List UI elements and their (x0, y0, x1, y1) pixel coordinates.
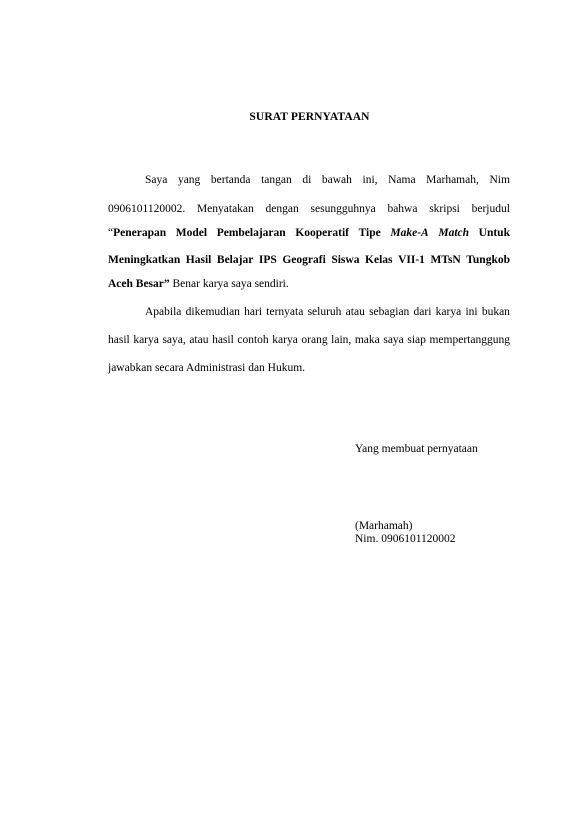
paragraph2-line2 (108, 333, 510, 347)
word: siap (407, 334, 426, 346)
word: atau (345, 306, 365, 318)
word: lain, (331, 334, 352, 346)
word: saya (383, 334, 404, 346)
word: bawah (321, 174, 352, 186)
word: di (302, 174, 312, 186)
word: IPS (258, 254, 277, 266)
word: Pembelajaran (216, 227, 286, 239)
word: Nama (388, 174, 416, 186)
word: hasil (212, 334, 234, 346)
signature-nim: Nim. 0906101120002 (355, 533, 456, 545)
thesis-title-end: Aceh Besar” (108, 278, 170, 290)
word: orang (301, 334, 328, 346)
word: sebagian (369, 306, 410, 318)
word: tangan (261, 174, 292, 186)
word: berjudul (471, 203, 510, 215)
word: Marhamah, (426, 174, 479, 186)
paragraph2-line1 (108, 305, 510, 319)
word: ternyata (266, 306, 304, 318)
word: Geografi (282, 254, 326, 266)
word: seluruh (307, 306, 342, 318)
paragraph1-line4 (108, 253, 510, 267)
word: dari (413, 306, 432, 318)
word: Meningkatkan (108, 254, 181, 266)
word: bukan (481, 306, 510, 318)
word: atau (189, 334, 209, 346)
word: ini (465, 306, 478, 318)
word: maka (354, 334, 380, 346)
word: Model (175, 227, 208, 239)
word: yang (177, 174, 201, 186)
word: hari (244, 306, 263, 318)
word: Apabila (145, 306, 182, 318)
word: “Penerapan (108, 227, 167, 239)
word: Saya (145, 174, 168, 186)
word: saya, (162, 334, 186, 346)
signature-name: (Marhamah) (355, 520, 413, 532)
word: mempertanggung (429, 334, 510, 346)
paragraph2-line3: jawabkan secara Administrasi dan Hukum. (108, 362, 306, 374)
word: contoh (237, 334, 269, 346)
word: Siswa (331, 254, 360, 266)
word: dengan (265, 203, 299, 215)
document-title: SURAT PERNYATAAN (249, 111, 370, 123)
word: dikemudian (185, 306, 240, 318)
word: Menyatakan (196, 203, 254, 215)
word: karya (272, 334, 298, 346)
word: bahwa (387, 203, 418, 215)
word: Kooperatif (295, 227, 349, 239)
word: 0906101120002. (108, 203, 186, 215)
word: karya (133, 334, 159, 346)
paragraph1-line2 (108, 202, 510, 216)
word: VII-1 (398, 254, 425, 266)
word: Tipe (358, 227, 381, 239)
word: MTsN (430, 254, 461, 266)
paragraph1-line5 (108, 277, 510, 291)
word: Hasil (185, 254, 212, 266)
word: Make-A (390, 227, 429, 239)
word: karya (435, 306, 462, 318)
word: Match (438, 227, 470, 239)
paragraph1-line1 (108, 173, 510, 187)
word: skripsi (429, 203, 460, 215)
word: Tungkob (466, 254, 510, 266)
paragraph1-line3 (108, 226, 510, 240)
signature-heading: Yang membuat pernyataan (355, 443, 478, 455)
word: bertanda (210, 174, 251, 186)
paragraph1-line5-rest: Benar karya saya sendiri. (169, 278, 289, 290)
word: Belajar (216, 254, 254, 266)
word: hasil (108, 334, 130, 346)
word: Untuk (478, 227, 510, 239)
word: ini, (362, 174, 378, 186)
word: Kelas (365, 254, 393, 266)
word: sesungguhnya (310, 203, 376, 215)
word: Nim (489, 174, 510, 186)
